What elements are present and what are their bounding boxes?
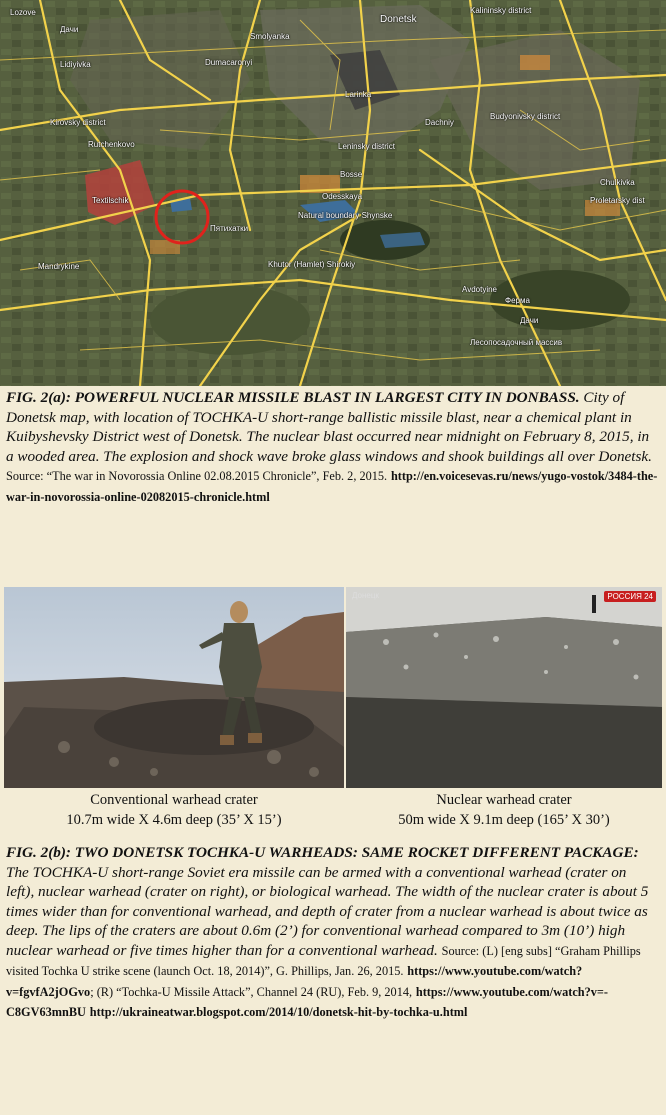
figure-2b-source-right: ; (R) “Tochka-U Missile Attack”, Channel 24 (RU), Feb. 9, 2014, <box>90 984 413 999</box>
map-label: Budyonivsky district <box>490 112 561 121</box>
conventional-crater-title: Conventional warhead crater <box>90 792 258 808</box>
figure-2b-link-blog[interactable]: http://ukraineatwar.blogspot.com/2014/10/donetsk-hit-by-tochka-u.html <box>89 1005 468 1019</box>
figure-2a-source: Source: “The war in Novorossia Online 02.08.2015 Chronicle”, Feb. 2, 2015. <box>6 469 388 483</box>
nuclear-crater-dimensions: 50m wide X 9.1m deep (165’ X 30’) <box>398 812 610 828</box>
map-label: Donetsk <box>380 14 417 25</box>
map-label: Odesskaya <box>322 192 363 201</box>
map-label: Lidiyivka <box>60 60 91 69</box>
figure-2a-link[interactable]: http://en.voicesevas.ru/news/yugo-vostok/3484-the-war-in-novorossia-online-02082015-chronicle.html <box>6 469 658 504</box>
map-label: Leninsky district <box>338 142 395 151</box>
map-label: Textilschik <box>92 196 129 205</box>
figure-2b-source-left: Source: (L) [eng subs] “Graham Phillips visited Tochka U strike scene (launch Oct. 18, 2014)”, G. Phillips, Jan. 26, 2015. <box>6 943 641 978</box>
map-label: Lozove <box>10 8 36 17</box>
map-label: Пятихатки <box>210 224 249 233</box>
map-label: Larinka <box>345 90 372 99</box>
map-label: Дачи <box>60 25 79 34</box>
channel-badge: РОССИЯ 24 <box>604 591 656 602</box>
conventional-crater-dimensions: 10.7m wide X 4.6m deep (35’ X 15’) <box>66 812 282 828</box>
figure-2b-heading: FIG. 2(b): TWO DONETSK TOCHKA-U WARHEADS: SAME ROCKET DIFFERENT PACKAGE: <box>6 844 639 861</box>
conventional-crater-label <box>4 790 344 830</box>
map-label: Kalininsky district <box>470 6 532 15</box>
figure-2a-heading: FIG. 2(a): POWERFUL NUCLEAR MISSILE BLAST IN LARGEST CITY IN DONBASS. <box>6 389 580 406</box>
location-caption: Донецк <box>352 591 379 600</box>
map-label: Ферма <box>505 296 530 305</box>
donetsk-map <box>0 0 666 386</box>
map-label: Khutor (Hamlet) Shirokiy <box>268 260 356 269</box>
map-label: Kirovsky district <box>50 118 106 127</box>
map-label: Лесопосадочный массив <box>470 338 563 347</box>
nuclear-crater-title: Nuclear warhead crater <box>436 792 572 808</box>
map-label: Chulkivka <box>600 178 635 187</box>
figure-2a-caption <box>6 388 658 507</box>
figure-2a-body: City of Donetsk map, with location of TOCHKA-U short-range ballistic missile blast, near a chemical plant in Kuibyshevsky District west of Donetsk. The nuclear blast occurred near midnight on February 8, 2015, in a wooded area. The explosion and shock wave broke glass windows and shook buildings all over Donetsk. <box>6 389 652 465</box>
map-label: Mandrykine <box>38 262 80 271</box>
figure-2b-link-left[interactable]: https://www.youtube.com/watch?v=fgvfA2jOGvo <box>6 964 583 999</box>
figure-2b-body: The TOCHKA-U short-range Soviet era missile can be armed with a conventional warhead (crater on left), nuclear warhead (crater on right), or biological warhead. The width of the nuclear crater is about 5 times wider than for conventional warhead, and depth of crater from a nuclear warhead is about twice as deep. The lips of the craters are about 0.6m (2’) for conventional warhead compared to 3m (10’) high nuclear warhead or five times higher than for a conventional warhead. <box>6 863 649 959</box>
map-label: Rutchenkovo <box>88 140 135 149</box>
figure-2b-link-right[interactable]: https://www.youtube.com/watch?v=-C8GV63mnBU <box>6 984 609 1019</box>
map-label: Дачи <box>520 316 539 325</box>
map-label: Smolyanka <box>250 32 290 41</box>
map-label: Natural boundary Shynske <box>298 211 393 220</box>
map-label: Bosse <box>340 170 363 179</box>
nuclear-crater-label <box>346 790 662 830</box>
figure-2b-caption <box>6 843 658 1023</box>
map-label: Avdotyine <box>462 285 497 294</box>
nuclear-crater-photo <box>346 587 662 788</box>
map-label: Dumacaronyi <box>205 58 253 67</box>
map-label: Proletarsky dist <box>590 196 645 205</box>
conventional-crater-photo <box>4 587 344 788</box>
map-label: Dachniy <box>425 118 454 127</box>
